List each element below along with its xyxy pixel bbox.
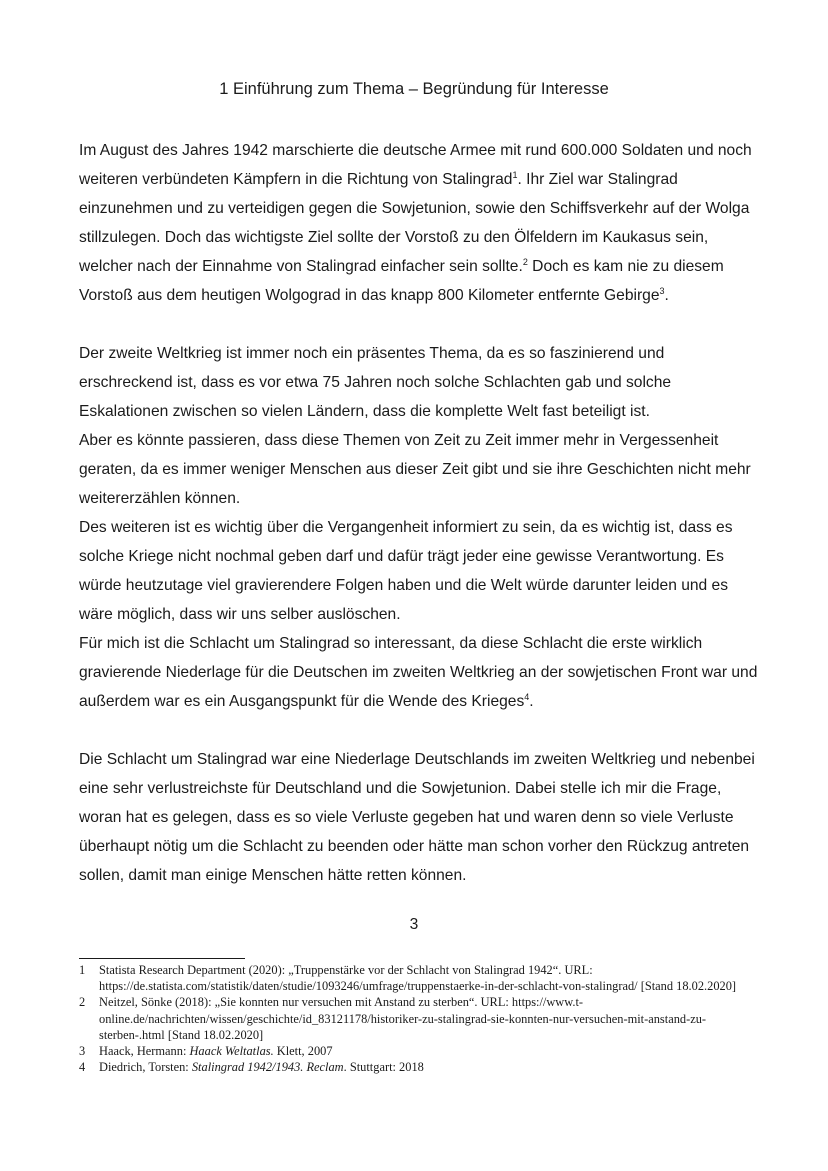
paragraph-1-text-a: Im August des Jahres 1942 marschierte die deutsche Armee mit rund 600.000 Soldaten und noch weiteren verbündeten Kämpfern in die Richtung von Stalingrad <box>79 142 752 188</box>
paragraph-1 <box>79 136 759 310</box>
footnote-number: 4 <box>79 1060 86 1075</box>
footnote-text[interactable]: Neitzel, Sönke (2018): „Sie konnten nur versuchen mit Anstand zu sterben“. URL: https://www.t-online.de/nachrichten/wissen/geschichte/id_83121178/historiker-zu-stalingrad-sie-konnten-nur-versuchen-mit-anstand-zu-sterben-.html [Stand 18.02.2020] <box>99 995 707 1042</box>
paragraph-2-line-3: Des weiteren ist es wichtig über die Vergangenheit informiert zu sein, da es wichtig ist, dass es solche Kriege nicht nochmal geben darf und dafür trägt jeder eine gewisse Verantwortung. Es würde heutzutage viel gravierendere Folgen haben und die Welt würde darunter leiden und es wäre möglich, dass wir uns selber auslöschen. <box>79 519 733 623</box>
footnote-publisher: Klett, 2007 <box>273 1044 333 1059</box>
paragraph-gap <box>79 716 759 745</box>
footnotes <box>79 962 749 1075</box>
footnote-3 <box>79 1043 749 1059</box>
footnote-number: 2 <box>79 995 86 1010</box>
paragraph-2-line-4-text-b: . <box>529 693 534 710</box>
paragraph-1-text-b: . Ihr Ziel war Stalingrad einzunehmen und zu verteidigen gegen die Sowjetunion, sowie den Schiffsverkehr auf der Wolga stillzulegen. Doch das wichtigste Ziel sollte der Vorstoß zu den Ölfeldern im Kaukasus sein, welcher nach der Einnahme von Stalingrad einfacher sein sollte. <box>79 171 750 275</box>
footnote-publisher: . Stuttgart: 2018 <box>343 1060 424 1075</box>
paragraph-2-line-2: Aber es könnte passieren, dass diese Themen von Zeit zu Zeit immer mehr in Vergessenheit geraten, da es immer weniger Menschen aus dieser Zeit gibt und sie ihre Geschichten nicht mehr weitererzählen können. <box>79 432 751 507</box>
footnote-ref-2[interactable]: 2 <box>522 256 528 267</box>
footnote-ref-1[interactable]: 1 <box>512 169 518 180</box>
footnote-2 <box>79 994 749 1043</box>
paragraph-2-line-1: Der zweite Weltkrieg ist immer noch ein präsentes Thema, da es so faszinierend und erschreckend ist, dass es vor etwa 75 Jahren noch solche Schlachten gab und solche Eskalationen zwischen so vielen Ländern, dass die komplette Welt fast beteiligt ist. <box>79 345 672 420</box>
paragraph-1-text-d: . <box>664 287 669 304</box>
paragraph-2-line-4-text-a: Für mich ist die Schlacht um Stalingrad so interessant, da diese Schlacht die erste wirklich gravierende Niederlage für die Deutschen im zweiten Weltkrieg an der sowjetischen Front war und außerdem war es ein Ausgangspunkt für die Wende des Krieges <box>79 635 758 710</box>
footnote-work-title: Stalingrad 1942/1943. Reclam <box>191 1060 344 1075</box>
footnote-author: Haack, Hermann: <box>99 1044 190 1059</box>
footnote-1 <box>79 962 749 994</box>
paragraph-2-line-4 <box>79 629 759 716</box>
paragraph-1-text-c: Doch es kam nie zu diesem Vorstoß aus dem heutigen Wolgograd in das knapp 800 Kilometer entfernte Gebirge <box>79 258 724 304</box>
paragraph-gap <box>79 310 759 339</box>
footnote-separator <box>79 958 245 959</box>
footnote-number: 1 <box>79 963 86 977</box>
body-text <box>79 136 759 890</box>
footnote-number: 3 <box>79 1044 86 1059</box>
footnote-ref-4[interactable]: 4 <box>524 691 530 702</box>
footnote-text <box>99 1043 749 1059</box>
footnote-4 <box>79 1059 749 1075</box>
page-number: 3 <box>409 916 419 933</box>
paragraph-3: Die Schlacht um Stalingrad war eine Niederlage Deutschlands im zweiten Weltkrieg und nebenbei eine sehr verlustreichste für Deutschland und die Sowjetunion. Dabei stelle ich mir die Frage, woran hat es gelegen, dass es so viele Verluste gegeben hat und waren denn so viele Verluste überhaupt nötig um die Schlacht zu beenden oder hätte man schon vorher den Rückzug antreten sollen, damit man einige Menschen hätte retten können. <box>79 751 755 884</box>
footnote-work-title: Haack Weltatlas. <box>189 1044 274 1059</box>
page-title: 1 Einführung zum Thema – Begründung für Interesse <box>219 80 609 98</box>
footnote-text[interactable]: Statista Research Department (2020): „Truppenstärke vor der Schlacht von Stalingrad 1942“. URL: https://de.statista.com/statistik/daten/studie/1093246/umfrage/truppenstaerke-in-der-schlacht-von-stalingrad/ [Stand 18.02.2020] <box>99 963 737 994</box>
footnote-author: Diedrich, Torsten: <box>99 1060 192 1075</box>
footnote-text <box>99 1059 749 1075</box>
footnote-ref-3[interactable]: 3 <box>659 285 665 296</box>
